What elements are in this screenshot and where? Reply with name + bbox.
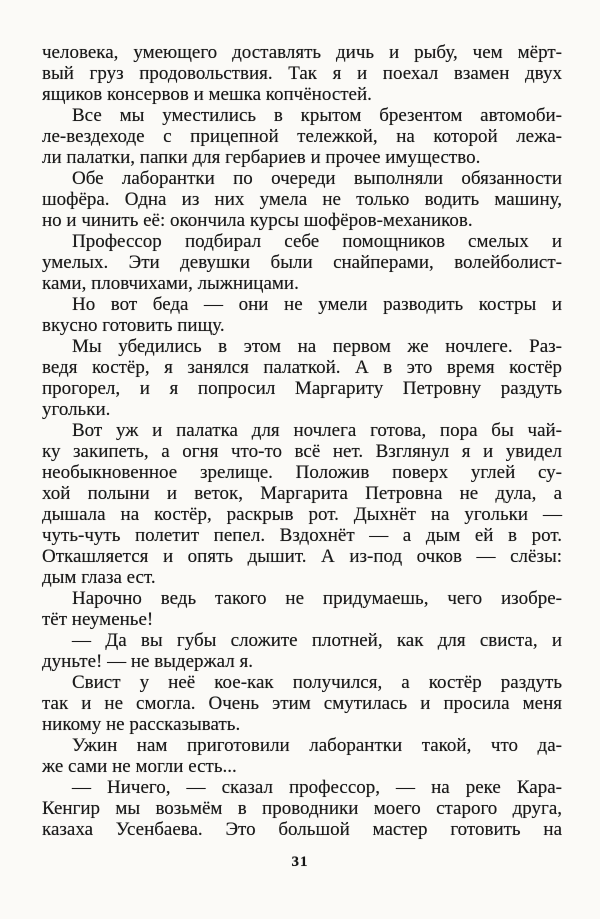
text-line: Но вот беда — они не умели разводить костры и xyxy=(72,294,562,315)
text-line: прогорел, и я попросил Маргариту Петровну раздуть xyxy=(42,378,562,399)
text-line: дышала на костёр, раскрыв рот. Дыхнёт на угольки — xyxy=(42,504,562,525)
text-line: тёт неуменье! xyxy=(42,609,154,630)
text-line: же сами не могли есть... xyxy=(42,756,237,777)
text-line: никому не рассказывать. xyxy=(42,714,241,735)
text-line: казаха Усенбаева. Это большой мастер готовить на xyxy=(42,819,562,840)
page-text xyxy=(42,42,562,840)
text-line: вкусно готовить пищу. xyxy=(42,315,225,336)
text-line: хой полыни и веток, Маргарита Петровна не дула, а xyxy=(42,483,562,504)
text-line: Ужин нам приготовили лаборантки такой, что да- xyxy=(72,735,562,756)
text-line: ками, пловчихами, лыжницами. xyxy=(42,273,299,294)
text-line: ящиков консервов и мешка копчёностей. xyxy=(42,84,372,105)
text-line: чуть-чуть полетит пепел. Вздохнёт — а дым ей в рот. xyxy=(42,525,562,546)
text-line: Мы убедились в этом на первом же ночлеге. Раз- xyxy=(72,336,562,357)
text-line: но и чинить её: окончила курсы шофёров-механиков. xyxy=(42,210,473,231)
text-line: Откашляется и опять дышит. А из-под очков — слёзы: xyxy=(42,546,562,567)
text-line: Профессор подбирал себе помощников смелых и xyxy=(72,231,562,252)
text-line: ку закипеть, а огня что-то всё нет. Взглянул я и увидел xyxy=(42,441,562,462)
text-line: человека, умеющего доставлять дичь и рыбу, чем мёрт- xyxy=(42,42,562,63)
text-line: Все мы уместились в крытом брезентом автомоби- xyxy=(72,105,562,126)
text-line: дым глаза ест. xyxy=(42,567,156,588)
text-line: ли палатки, папки для гербариев и прочее имущество. xyxy=(42,147,481,168)
text-line: Обе лаборантки по очереди выполняли обязанности xyxy=(72,168,562,189)
page-number: 31 xyxy=(291,854,309,870)
text-line: ле-вездеходе с прицепной тележкой, на которой лежа- xyxy=(42,126,562,147)
text-line: дуньте! — не выдержал я. xyxy=(42,651,253,672)
text-line: Нарочно ведь такого не придумаешь, чего изобре- xyxy=(72,588,562,609)
text-line: Кенгир мы возьмём в проводники моего старого друга, xyxy=(42,798,562,819)
text-line: ведя костёр, я занялся палаткой. А в это время костёр xyxy=(42,357,562,378)
text-line: Вот уж и палатка для ночлега готова, пора бы чай- xyxy=(72,420,562,441)
text-line: так и не смогла. Очень этим смутилась и просила меня xyxy=(42,693,562,714)
text-line: умелых. Эти девушки были снайперами, волейболист- xyxy=(42,252,562,273)
text-line: вый груз продовольствия. Так я и поехал взамен двух xyxy=(42,63,562,84)
text-line: — Да вы губы сложите плотней, как для свиста, и xyxy=(72,630,562,651)
text-line: угольки. xyxy=(42,399,111,420)
text-line: — Ничего, — сказал профессор, — на реке Кара- xyxy=(72,777,562,798)
text-line: необыкновенное зрелище. Положив поверх углей су- xyxy=(42,462,562,483)
text-line: шофёра. Одна из них умела не только водить машину, xyxy=(42,189,562,210)
text-line: Свист у неё кое-как получился, а костёр раздуть xyxy=(72,672,562,693)
